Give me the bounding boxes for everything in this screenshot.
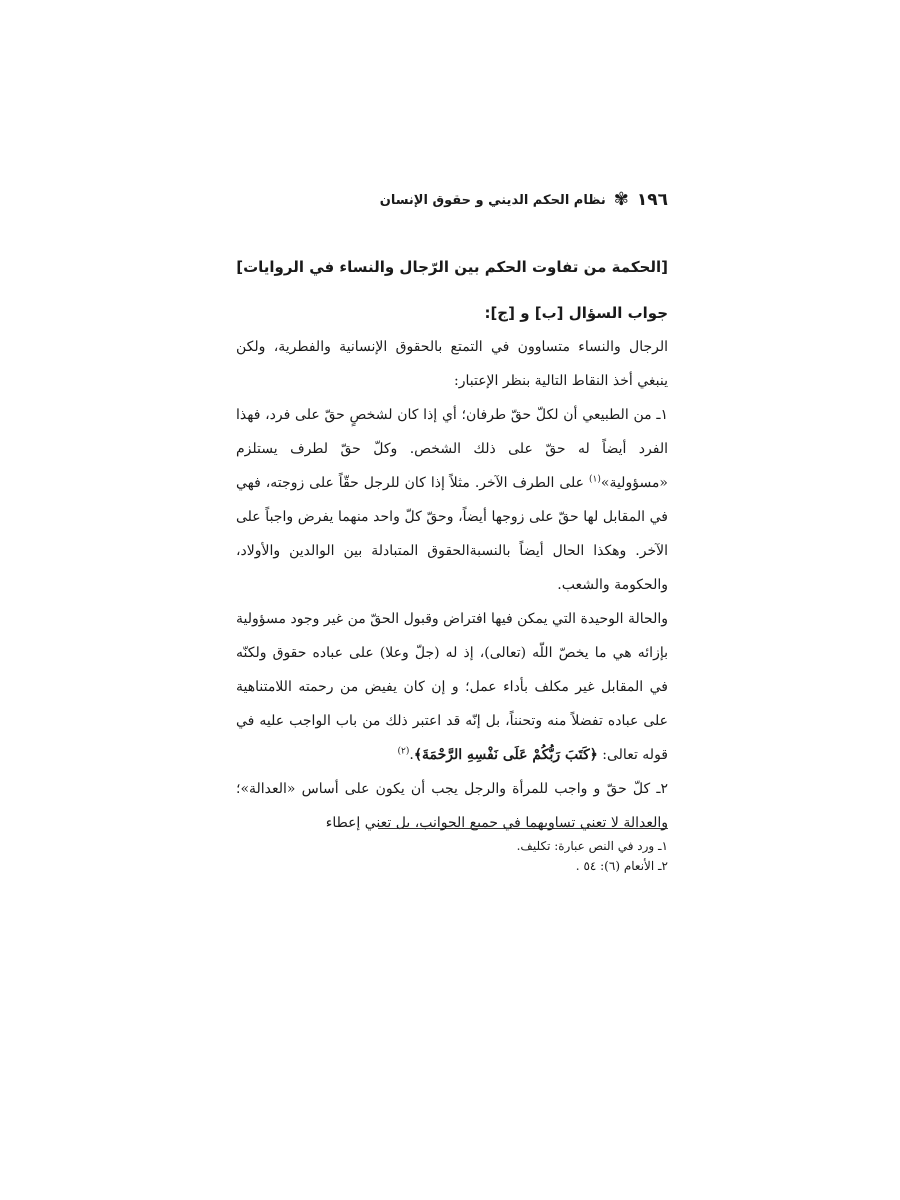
body-text bbox=[236, 296, 668, 840]
section-title: [الحكمة من تفاوت الحكم بين الرّجال والنساء في الروايات] bbox=[236, 258, 668, 276]
footnotes bbox=[236, 836, 668, 876]
point-one-text-b: على الطرف الآخر. مثلاً إذا كان للرجل حقّاً على زوجته، فهي في المقابل لها حقّ على زوجها أيضاً، وحقّ كلّ واحد منهما يفرض واجباً على الآخر. وهكذا الحال أيضاً بالنسبةالحقوق المتبادلة بين الوالدين والأولاد، والحكومة والشعب. bbox=[236, 475, 668, 593]
exception-end: . bbox=[409, 747, 414, 763]
footnote-ref-1: (١) bbox=[589, 474, 601, 485]
exception-text: والحالة الوحيدة التي يمكن فيها افتراض وقبول الحقّ من غير وجود مسؤولية بإزائه هي ما يخصّ اللّه (تعالى)، إذ له (جلّ وعلا) على عباده حقوق ولكنّه في المقابل غير مكلف بأداء عمل؛ و إن كان يفيض من رحمته اللامتناهية على عباده تفضلاً منه وتحنناً، بل إنّه قد اعتبر ذلك من باب الواجب عليه في قوله تعالى: bbox=[236, 611, 668, 763]
quran-verse: ﴿كَتَبَ رَبُّكُمْ عَلَى نَفْسِهِ الرَّحْمَةَ﴾ bbox=[413, 747, 598, 763]
point-one-paragraph bbox=[236, 398, 668, 602]
footnote-1: ١ـ ورد في النص عبارة: تكليف. bbox=[516, 839, 668, 853]
point-two-text: ٢ـ كلّ حقّ و واجب للمرأة والرجل يجب أن يكون على أساس «العدالة»؛ والعدالة لا تعني تساويهما في جميع الجوانب، بل تعني إعطاء bbox=[236, 781, 668, 831]
intro-paragraph bbox=[236, 330, 668, 398]
footnote-ref-2: (٢) bbox=[397, 746, 410, 757]
flower-ornament-icon: ✾ bbox=[613, 189, 629, 210]
point-two-paragraph bbox=[236, 772, 668, 840]
point-one-text-a: ١ـ من الطبيعي أن لكلّ حقّ طرفان؛ أي إذا كان لشخصٍ حقّ على فرد، فهذا الفرد أيضاً له حقّ على ذلك الشخص. وكلّ حقّ لطرف يستلزم «مسؤولية» bbox=[236, 407, 668, 491]
exception-paragraph bbox=[236, 602, 668, 772]
footnote-divider bbox=[378, 828, 668, 829]
page-number: ١٩٦ bbox=[636, 190, 668, 210]
intro-text: الرجال والنساء متساوون في التمتع بالحقوق الإنسانية والفطرية، ولكن ينبغي أخذ النقاط التالية بنظر الإعتبار: bbox=[236, 339, 668, 389]
running-title: نظام الحكم الديني و حقوق الإنسان bbox=[379, 192, 606, 208]
footnote-2: ٢ـ الأنعام (٦): ٥٤ . bbox=[575, 859, 668, 873]
answer-heading: جواب السؤال [ب] و [ج]: bbox=[484, 304, 668, 322]
running-header bbox=[380, 188, 668, 212]
